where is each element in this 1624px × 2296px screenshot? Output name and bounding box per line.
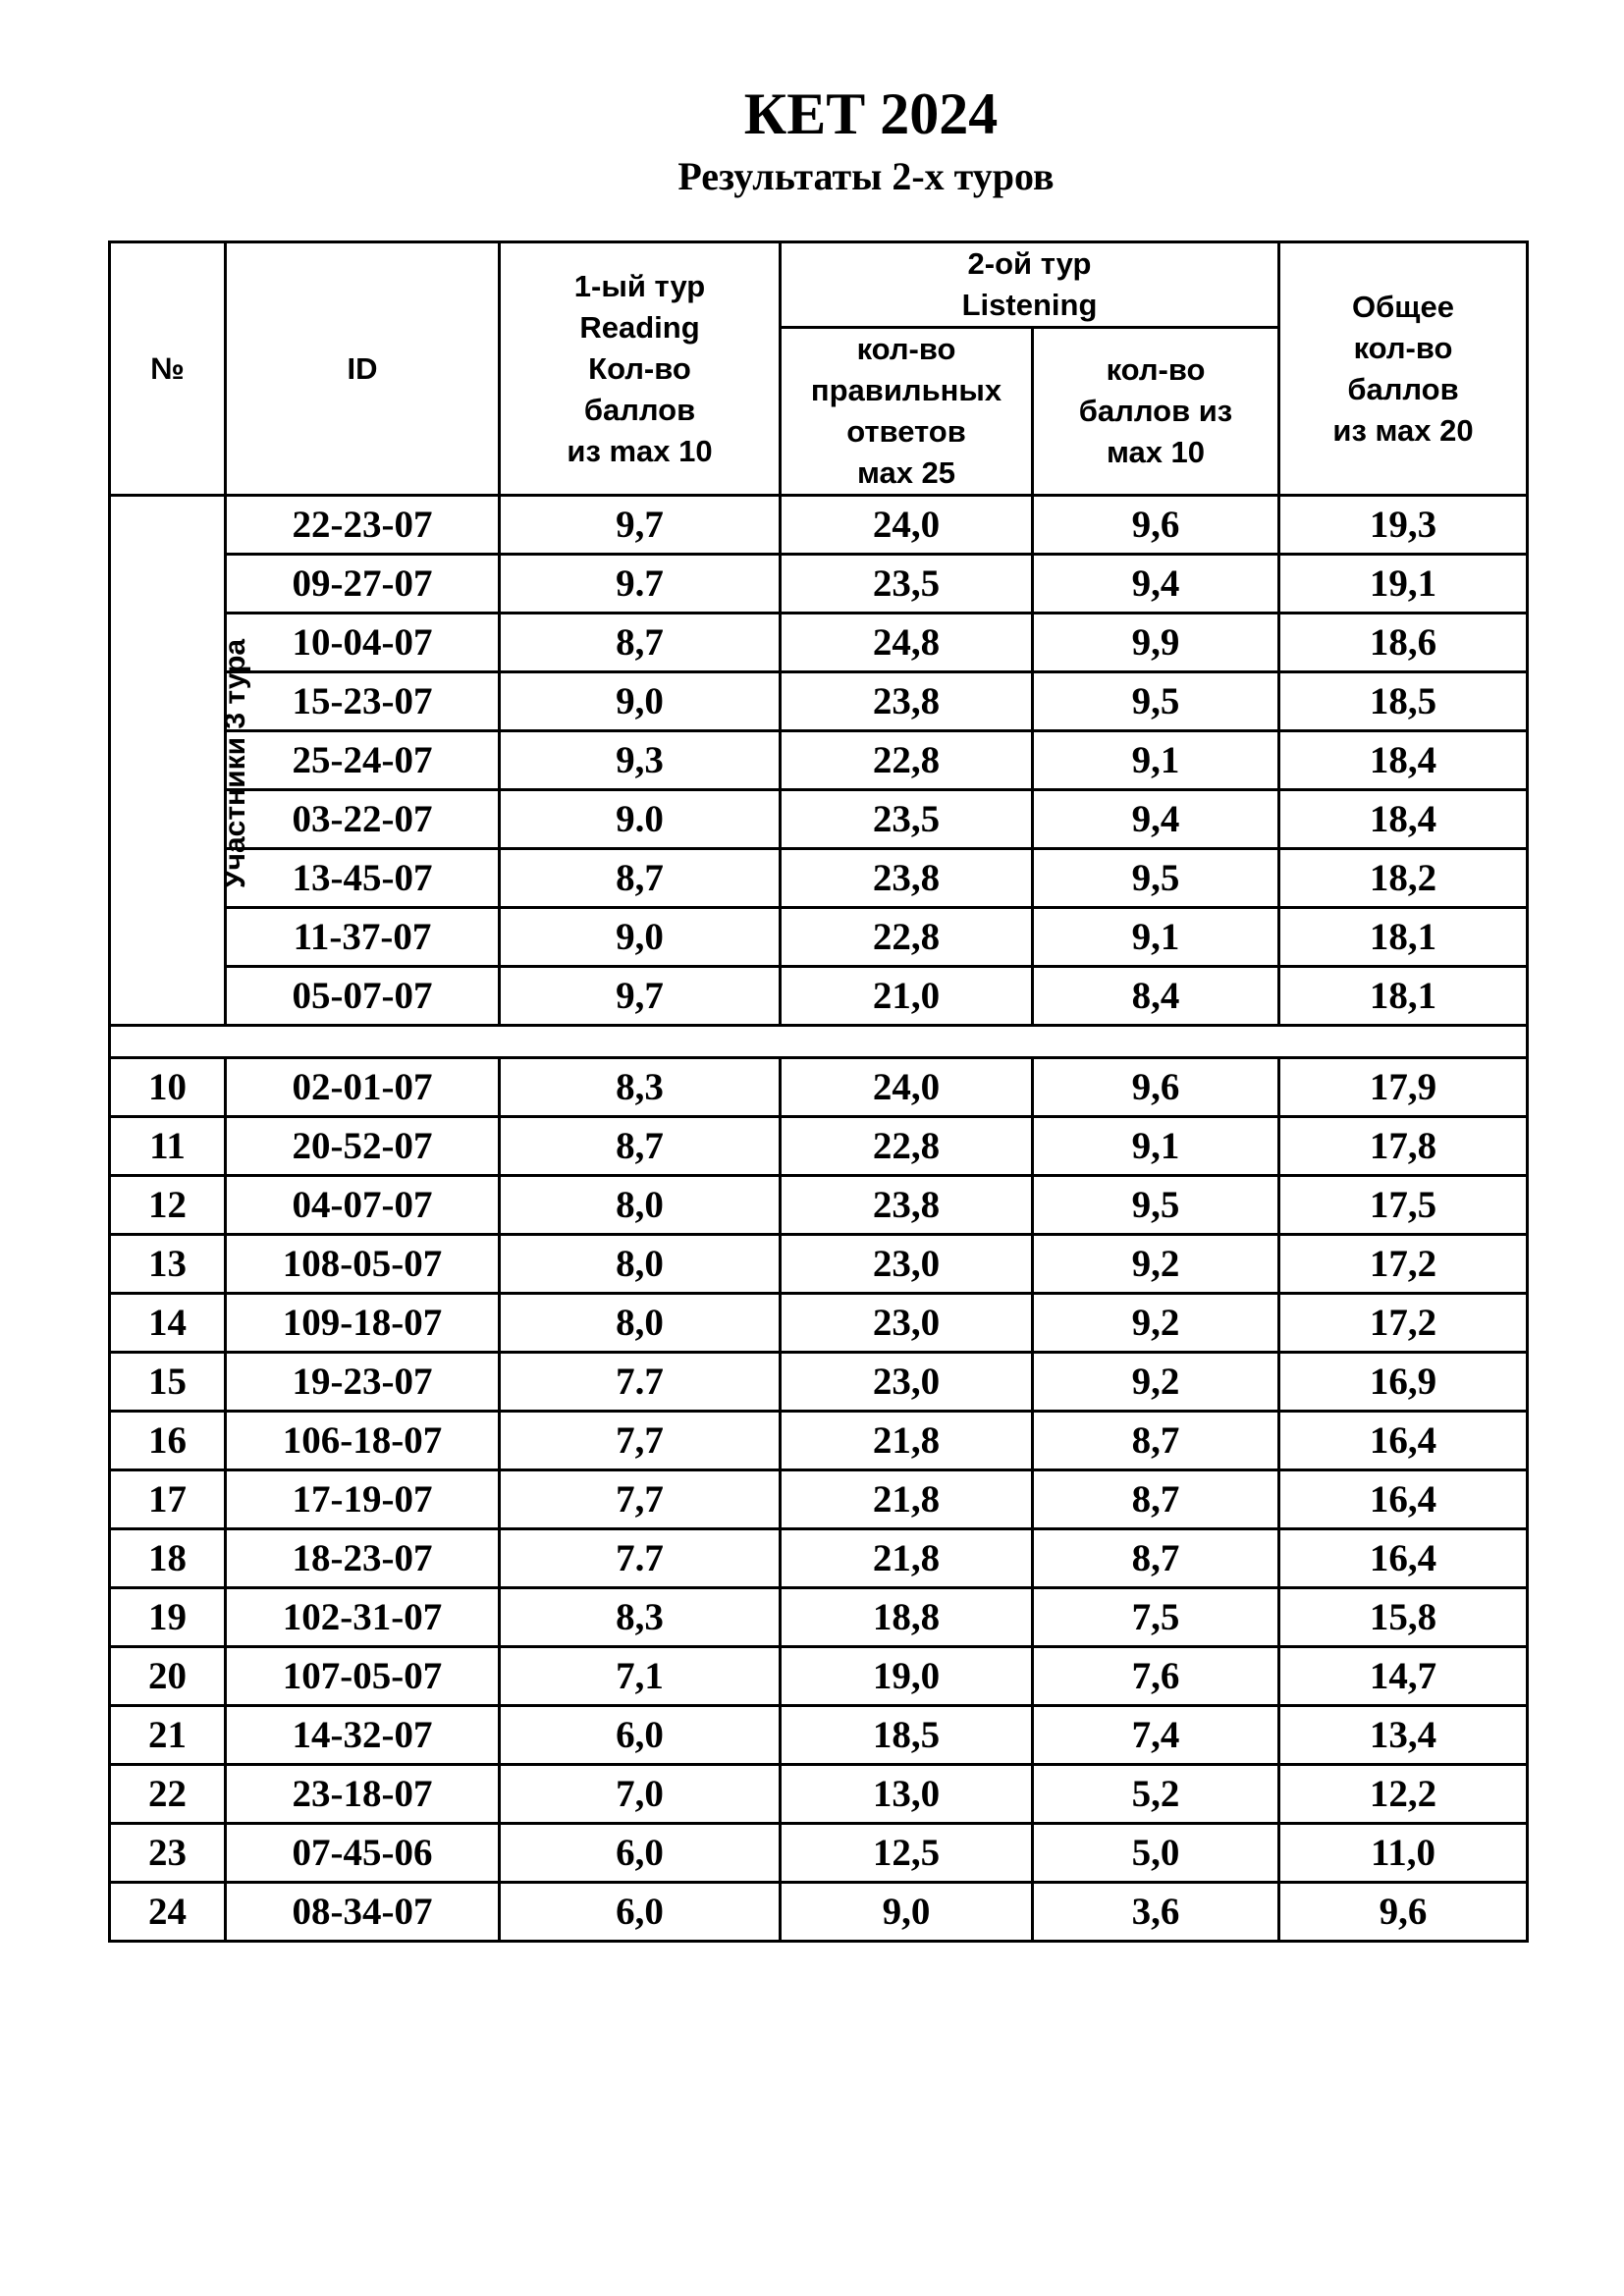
cell-id: 04-07-07 xyxy=(226,1176,500,1235)
header-line: кол-во xyxy=(856,332,956,366)
cell-reading: 7,7 xyxy=(500,1412,781,1470)
cell-reading: 8,0 xyxy=(500,1235,781,1294)
cell-id: 15-23-07 xyxy=(226,672,500,731)
table-row xyxy=(110,731,1528,790)
cell-listening: 8,7 xyxy=(1033,1470,1279,1529)
header-round2-correct xyxy=(781,328,1033,496)
table-row xyxy=(110,496,1528,555)
cell-correct: 12,5 xyxy=(781,1824,1033,1883)
table-row xyxy=(110,1883,1528,1942)
cell-correct: 24,0 xyxy=(781,1058,1033,1117)
cell-id: 107-05-07 xyxy=(226,1647,500,1706)
cell-total: 17,8 xyxy=(1279,1117,1528,1176)
cell-number: 17 xyxy=(110,1470,226,1529)
cell-total: 17,2 xyxy=(1279,1294,1528,1353)
cell-correct: 23,0 xyxy=(781,1235,1033,1294)
cell-id: 108-05-07 xyxy=(226,1235,500,1294)
cell-correct: 18,8 xyxy=(781,1588,1033,1647)
cell-id: 20-52-07 xyxy=(226,1117,500,1176)
cell-id: 10-04-07 xyxy=(226,614,500,672)
cell-listening: 9,9 xyxy=(1033,614,1279,672)
cell-id: 109-18-07 xyxy=(226,1294,500,1353)
header-line: мах 10 xyxy=(1106,435,1206,469)
cell-correct: 21,8 xyxy=(781,1470,1033,1529)
cell-reading: 9,3 xyxy=(500,731,781,790)
cell-id: 13-45-07 xyxy=(226,849,500,908)
header-line: баллов xyxy=(1347,371,1459,406)
cell-total: 19,3 xyxy=(1279,496,1528,555)
header-line: Reading xyxy=(579,309,700,345)
cell-listening: 7,6 xyxy=(1033,1647,1279,1706)
cell-total: 18,4 xyxy=(1279,790,1528,849)
results-table xyxy=(108,240,1529,1943)
cell-reading: 6,0 xyxy=(500,1883,781,1942)
cell-listening: 8,4 xyxy=(1033,967,1279,1026)
cell-reading: 9,7 xyxy=(500,967,781,1026)
cell-number: 21 xyxy=(110,1706,226,1765)
table-row xyxy=(110,1412,1528,1470)
cell-number: 13 xyxy=(110,1235,226,1294)
table-row xyxy=(110,1765,1528,1824)
cell-listening: 9,1 xyxy=(1033,908,1279,967)
cell-total: 18,2 xyxy=(1279,849,1528,908)
cell-reading: 6,0 xyxy=(500,1824,781,1883)
table-row xyxy=(110,1588,1528,1647)
header-line: правильных xyxy=(810,373,1002,407)
cell-number: 16 xyxy=(110,1412,226,1470)
header-line: ответов xyxy=(846,414,966,449)
header-round1-reading xyxy=(500,242,781,496)
cell-id: 05-07-07 xyxy=(226,967,500,1026)
cell-correct: 9,0 xyxy=(781,1883,1033,1942)
cell-number: 15 xyxy=(110,1353,226,1412)
cell-listening: 9,1 xyxy=(1033,731,1279,790)
cell-reading: 7,0 xyxy=(500,1765,781,1824)
cell-total: 16,9 xyxy=(1279,1353,1528,1412)
cell-reading: 8,3 xyxy=(500,1058,781,1117)
cell-reading: 8,0 xyxy=(500,1294,781,1353)
cell-total: 19,1 xyxy=(1279,555,1528,614)
table-row xyxy=(110,908,1528,967)
header-line: кол-во xyxy=(1106,352,1206,387)
header-line: Общее xyxy=(1352,289,1454,324)
cell-id: 08-34-07 xyxy=(226,1883,500,1942)
header-line: баллов из xyxy=(1078,394,1233,428)
cell-number: 11 xyxy=(110,1117,226,1176)
table-header xyxy=(110,242,1528,496)
table-row xyxy=(110,967,1528,1026)
header-line: мах 25 xyxy=(856,455,956,490)
cell-correct: 23,5 xyxy=(781,555,1033,614)
cell-correct: 13,0 xyxy=(781,1765,1033,1824)
cell-correct: 23,0 xyxy=(781,1294,1033,1353)
cell-correct: 19,0 xyxy=(781,1647,1033,1706)
table-row xyxy=(110,1706,1528,1765)
cell-listening: 9,1 xyxy=(1033,1117,1279,1176)
cell-listening: 7,5 xyxy=(1033,1588,1279,1647)
cell-correct: 22,8 xyxy=(781,1117,1033,1176)
cell-listening: 3,6 xyxy=(1033,1883,1279,1942)
table-row xyxy=(110,1117,1528,1176)
cell-number: 10 xyxy=(110,1058,226,1117)
cell-id: 03-22-07 xyxy=(226,790,500,849)
table-row xyxy=(110,1058,1528,1117)
cell-number: 14 xyxy=(110,1294,226,1353)
cell-reading: 8,7 xyxy=(500,1117,781,1176)
table-row xyxy=(110,614,1528,672)
cell-id: 19-23-07 xyxy=(226,1353,500,1412)
header-round2-listening xyxy=(781,242,1279,328)
cell-total: 11,0 xyxy=(1279,1824,1528,1883)
cell-correct: 23,5 xyxy=(781,790,1033,849)
table-row xyxy=(110,672,1528,731)
table-row xyxy=(110,1176,1528,1235)
table-row xyxy=(110,1294,1528,1353)
cell-id: 02-01-07 xyxy=(226,1058,500,1117)
group-label: Участники 3 тура xyxy=(219,638,252,889)
cell-reading: 9.7 xyxy=(500,555,781,614)
cell-total: 15,8 xyxy=(1279,1588,1528,1647)
cell-number: 18 xyxy=(110,1529,226,1588)
cell-listening: 5,2 xyxy=(1033,1765,1279,1824)
cell-total: 16,4 xyxy=(1279,1529,1528,1588)
cell-reading: 9,0 xyxy=(500,908,781,967)
cell-id: 25-24-07 xyxy=(226,731,500,790)
header-line: баллов xyxy=(583,392,696,427)
cell-listening: 8,7 xyxy=(1033,1529,1279,1588)
cell-id: 18-23-07 xyxy=(226,1529,500,1588)
table-row xyxy=(110,1470,1528,1529)
cell-total: 13,4 xyxy=(1279,1706,1528,1765)
cell-listening: 7,4 xyxy=(1033,1706,1279,1765)
table-row xyxy=(110,1824,1528,1883)
cell-listening: 9,4 xyxy=(1033,555,1279,614)
cell-id: 17-19-07 xyxy=(226,1470,500,1529)
cell-number: 20 xyxy=(110,1647,226,1706)
cell-number: 12 xyxy=(110,1176,226,1235)
cell-listening: 9,2 xyxy=(1033,1235,1279,1294)
table-row xyxy=(110,555,1528,614)
cell-listening: 5,0 xyxy=(1033,1824,1279,1883)
cell-reading: 7.7 xyxy=(500,1353,781,1412)
header-total xyxy=(1279,242,1528,496)
cell-id: 09-27-07 xyxy=(226,555,500,614)
cell-total: 18,1 xyxy=(1279,908,1528,967)
cell-correct: 24,0 xyxy=(781,496,1033,555)
cell-number: 23 xyxy=(110,1824,226,1883)
cell-reading: 7.7 xyxy=(500,1529,781,1588)
cell-listening: 9,6 xyxy=(1033,496,1279,555)
cell-reading: 7,7 xyxy=(500,1470,781,1529)
table-row xyxy=(110,1529,1528,1588)
cell-total: 18,5 xyxy=(1279,672,1528,731)
table-row xyxy=(110,1353,1528,1412)
cell-reading: 9,7 xyxy=(500,496,781,555)
cell-listening: 8,7 xyxy=(1033,1412,1279,1470)
cell-correct: 23,8 xyxy=(781,1176,1033,1235)
table-row xyxy=(110,1647,1528,1706)
cell-total: 12,2 xyxy=(1279,1765,1528,1824)
cell-id: 102-31-07 xyxy=(226,1588,500,1647)
cell-total: 18,6 xyxy=(1279,614,1528,672)
cell-total: 17,9 xyxy=(1279,1058,1528,1117)
cell-id: 07-45-06 xyxy=(226,1824,500,1883)
header-id: ID xyxy=(226,242,500,496)
header-line: 2-ой тур xyxy=(967,246,1092,281)
table-body xyxy=(110,496,1528,1942)
cell-total: 16,4 xyxy=(1279,1412,1528,1470)
cell-reading: 9.0 xyxy=(500,790,781,849)
cell-listening: 9,5 xyxy=(1033,849,1279,908)
cell-total: 17,5 xyxy=(1279,1176,1528,1235)
cell-total: 9,6 xyxy=(1279,1883,1528,1942)
cell-id: 23-18-07 xyxy=(226,1765,500,1824)
cell-correct: 23,8 xyxy=(781,672,1033,731)
header-line: кол-во xyxy=(1353,330,1453,365)
cell-correct: 23,0 xyxy=(781,1353,1033,1412)
cell-reading: 8,7 xyxy=(500,849,781,908)
cell-listening: 9,2 xyxy=(1033,1353,1279,1412)
cell-listening: 9,5 xyxy=(1033,672,1279,731)
cell-total: 18,1 xyxy=(1279,967,1528,1026)
cell-total: 17,2 xyxy=(1279,1235,1528,1294)
cell-reading: 8,7 xyxy=(500,614,781,672)
cell-correct: 21,8 xyxy=(781,1529,1033,1588)
separator-row xyxy=(110,1026,1528,1058)
document-title: КЕТ 2024 xyxy=(743,81,999,146)
table-row xyxy=(110,790,1528,849)
header-round2-points xyxy=(1033,328,1279,496)
cell-reading: 9,0 xyxy=(500,672,781,731)
cell-correct: 22,8 xyxy=(781,731,1033,790)
cell-id: 106-18-07 xyxy=(226,1412,500,1470)
cell-reading: 8,0 xyxy=(500,1176,781,1235)
header-line: из мах 20 xyxy=(1332,412,1474,448)
header-line: 1-ый тур xyxy=(573,268,706,303)
cell-listening: 9,5 xyxy=(1033,1176,1279,1235)
cell-id: 11-37-07 xyxy=(226,908,500,967)
cell-correct: 23,8 xyxy=(781,849,1033,908)
cell-reading: 7,1 xyxy=(500,1647,781,1706)
table-row xyxy=(110,1235,1528,1294)
separator-cell xyxy=(110,1026,1528,1058)
cell-reading: 6,0 xyxy=(500,1706,781,1765)
cell-correct: 18,5 xyxy=(781,1706,1033,1765)
cell-correct: 21,8 xyxy=(781,1412,1033,1470)
cell-id: 14-32-07 xyxy=(226,1706,500,1765)
cell-correct: 22,8 xyxy=(781,908,1033,967)
cell-reading: 8,3 xyxy=(500,1588,781,1647)
cell-number: 19 xyxy=(110,1588,226,1647)
header-line: из max 10 xyxy=(567,433,713,468)
cell-number: 22 xyxy=(110,1765,226,1824)
group-label-cell xyxy=(110,496,252,1026)
cell-correct: 24,8 xyxy=(781,614,1033,672)
cell-number: 24 xyxy=(110,1883,226,1942)
cell-listening: 9,4 xyxy=(1033,790,1279,849)
cell-id: 22-23-07 xyxy=(226,496,500,555)
header-number: № xyxy=(110,242,226,496)
document-subtitle: Результаты 2-х туров xyxy=(677,154,1055,198)
header-line: Listening xyxy=(961,288,1098,322)
cell-total: 14,7 xyxy=(1279,1647,1528,1706)
cell-total: 16,4 xyxy=(1279,1470,1528,1529)
cell-listening: 9,6 xyxy=(1033,1058,1279,1117)
header-line: Кол-во xyxy=(588,350,691,386)
table-row xyxy=(110,849,1528,908)
cell-listening: 9,2 xyxy=(1033,1294,1279,1353)
cell-correct: 21,0 xyxy=(781,967,1033,1026)
cell-total: 18,4 xyxy=(1279,731,1528,790)
